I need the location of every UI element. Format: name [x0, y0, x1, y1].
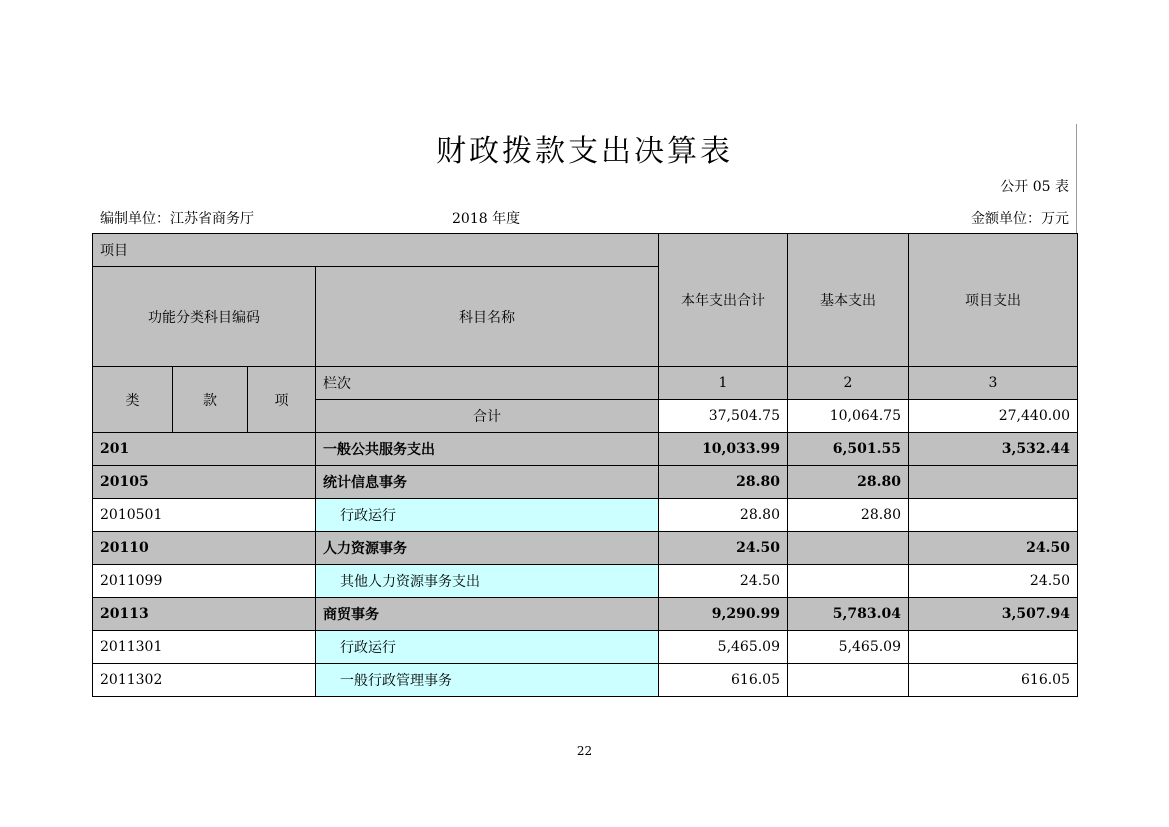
fiscal-year: 2018 年度 [452, 211, 521, 227]
row-total: 9,290.99 [659, 598, 788, 631]
summary-basic: 10,064.75 [788, 400, 909, 433]
row-name: 一般行政管理事务 [316, 664, 659, 697]
table-row [93, 565, 1078, 598]
expenditure-table [92, 233, 1078, 697]
row-name: 人力资源事务 [316, 532, 659, 565]
row-name: 统计信息事务 [316, 466, 659, 499]
row-project [909, 499, 1078, 532]
row-code: 20110 [93, 532, 316, 565]
row-basic [788, 565, 909, 598]
row-name: 其他人力资源事务支出 [316, 565, 659, 598]
row-total: 28.80 [659, 499, 788, 532]
row-project: 24.50 [909, 532, 1078, 565]
row-total: 24.50 [659, 532, 788, 565]
reporting-unit: 编制单位：江苏省商务厅 [100, 211, 254, 227]
row-code: 2011301 [93, 631, 316, 664]
row-total: 616.05 [659, 664, 788, 697]
row-code: 2011302 [93, 664, 316, 697]
header-item: 项目 [93, 234, 659, 267]
row-basic: 28.80 [788, 466, 909, 499]
row-total: 28.80 [659, 466, 788, 499]
row-project: 3,507.94 [909, 598, 1078, 631]
table-row [93, 664, 1078, 697]
row-basic: 6,501.55 [788, 433, 909, 466]
page-number: 22 [576, 744, 593, 758]
header-total: 本年支出合计 [659, 234, 788, 367]
column-number-1: 1 [659, 367, 788, 400]
summary-project: 27,440.00 [909, 400, 1078, 433]
row-code: 201 [93, 433, 316, 466]
row-name: 行政运行 [316, 499, 659, 532]
row-name: 商贸事务 [316, 598, 659, 631]
row-basic [788, 664, 909, 697]
row-basic: 5,783.04 [788, 598, 909, 631]
row-total: 5,465.09 [659, 631, 788, 664]
row-code: 2011099 [93, 565, 316, 598]
table-row [93, 631, 1078, 664]
summary-total: 37,504.75 [659, 400, 788, 433]
header-func-code: 功能分类科目编码 [93, 267, 316, 367]
summary-label: 合计 [316, 400, 659, 433]
amount-unit: 金额单位：万元 [971, 211, 1069, 227]
table-row [93, 499, 1078, 532]
row-code: 20113 [93, 598, 316, 631]
table-row [93, 466, 1078, 499]
row-basic [788, 532, 909, 565]
row-project [909, 466, 1078, 499]
row-code: 2010501 [93, 499, 316, 532]
row-basic: 28.80 [788, 499, 909, 532]
row-project [909, 631, 1078, 664]
row-name: 行政运行 [316, 631, 659, 664]
row-total: 10,033.99 [659, 433, 788, 466]
header-category: 类 [93, 367, 173, 433]
header-entry: 项 [248, 367, 316, 433]
header-column-index: 栏次 [316, 367, 659, 400]
header-project: 项目支出 [909, 234, 1078, 367]
row-code: 20105 [93, 466, 316, 499]
column-number-2: 2 [788, 367, 909, 400]
report-title: 财政拨款支出决算表 [436, 134, 733, 169]
row-basic: 5,465.09 [788, 631, 909, 664]
row-project: 3,532.44 [909, 433, 1078, 466]
row-project: 24.50 [909, 565, 1078, 598]
column-number-3: 3 [909, 367, 1078, 400]
table-row [93, 598, 1078, 631]
header-basic: 基本支出 [788, 234, 909, 367]
form-number: 公开 05 表 [1000, 179, 1069, 195]
row-name: 一般公共服务支出 [316, 433, 659, 466]
header-section: 款 [173, 367, 248, 433]
row-total: 24.50 [659, 565, 788, 598]
header-subject-name: 科目名称 [316, 267, 659, 367]
table-row [93, 433, 1078, 466]
table-row [93, 532, 1078, 565]
row-project: 616.05 [909, 664, 1078, 697]
